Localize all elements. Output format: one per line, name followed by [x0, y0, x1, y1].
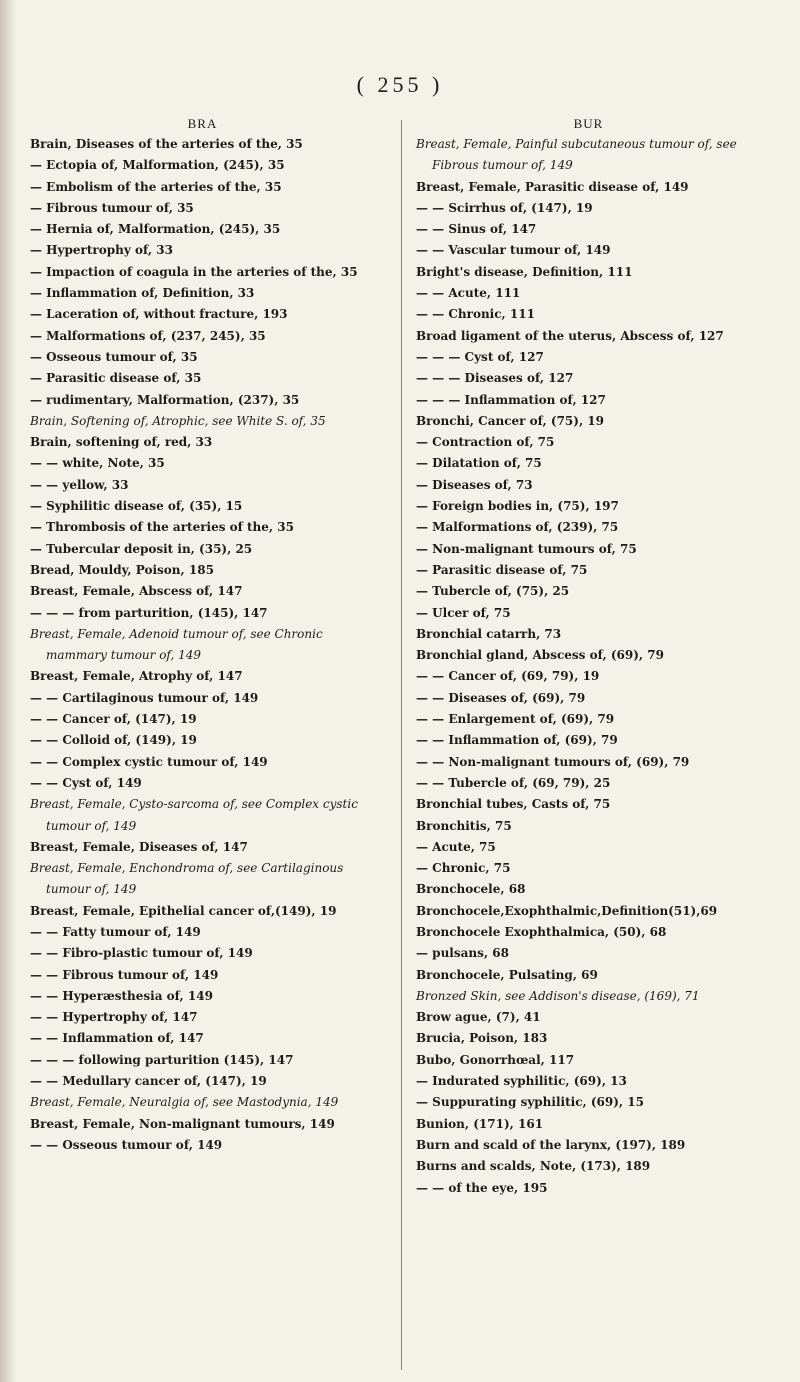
index-entry: — Chronic, 75	[416, 861, 511, 876]
index-entry: — — white, Note, 35	[30, 456, 165, 471]
index-entry: — Laceration of, without fracture, 193	[30, 307, 288, 322]
index-entry: Bread, Mouldy, Poison, 185	[30, 562, 214, 577]
index-entry: — — Cancer of, (69, 79), 19	[416, 669, 600, 684]
index-entry: — Malformations of, (237, 245), 35	[30, 328, 266, 343]
index-entry: — — Non-malignant tumours of, (69), 79	[416, 754, 690, 769]
index-entry: Bronchocele,Exophthalmic,Definition(51),69	[416, 903, 718, 918]
index-entry: — Osseous tumour of, 35	[30, 349, 198, 364]
index-entry: — — Osseous tumour of, 149	[30, 1137, 223, 1152]
index-entry: Bronchial tubes, Casts of, 75	[416, 797, 611, 812]
index-entry: — Non-malignant tumours of, 75	[416, 541, 637, 556]
index-entry: Breast, Female, Diseases of, 147	[30, 839, 248, 854]
index-entry: Breast, Female, Cysto-sarcoma of, see Complex cystic tumour of, 149	[30, 797, 358, 833]
index-entry: Bright's disease, Definition, 111	[416, 264, 633, 279]
index-entry: Bronzed Skin, see Addison's disease, (169), 71	[416, 988, 700, 1003]
index-entry: — — — Cyst of, 127	[416, 349, 544, 364]
index-entry: — Acute, 75	[416, 839, 496, 854]
index-entry: Bronchi, Cancer of, (75), 19	[416, 413, 604, 428]
index-entry: — — Cartilaginous tumour of, 149	[30, 690, 259, 705]
right-column	[416, 116, 761, 1199]
index-entry: — pulsans, 68	[416, 946, 509, 961]
index-entry: Broad ligament of the uterus, Abscess of, 127	[416, 328, 724, 343]
index-entry: — — Inflammation of, (69), 79	[416, 733, 618, 748]
index-entry: Breast, Female, Abscess of, 147	[30, 584, 243, 599]
index-entry: Bronchocele Exophthalmica, (50), 68	[416, 924, 667, 939]
index-entry: Brow ague, (7), 41	[416, 1010, 541, 1025]
index-entry: — Ectopia of, Malformation, (245), 35	[30, 158, 285, 173]
index-entry: — — — from parturition, (145), 147	[30, 605, 268, 620]
index-entry: Breast, Female, Adenoid tumour of, see Chronic mammary tumour of, 149	[30, 626, 323, 663]
index-entry: — — Medullary cancer of, (147), 19	[30, 1074, 267, 1089]
index-entry: — Indurated syphilitic, (69), 13	[416, 1074, 627, 1089]
index-entry: Breast, Female, Parasitic disease of, 149	[416, 179, 689, 194]
index-entry: — — Enlargement of, (69), 79	[416, 712, 615, 727]
index-entry: Bronchial catarrh, 73	[416, 626, 562, 641]
index-entry: — — Vascular tumour of, 149	[416, 243, 611, 258]
index-entry: — — Inflammation of, 147	[30, 1031, 204, 1046]
index-entry: — — of the eye, 195	[416, 1180, 548, 1195]
index-entry: — — Scirrhus of, (147), 19	[416, 200, 593, 215]
index-entry: — Hernia of, Malformation, (245), 35	[30, 222, 281, 237]
index-entry: Breast, Female, Neuralgia of, see Mastodynia, 149	[30, 1095, 339, 1110]
index-entry: — Foreign bodies in, (75), 197	[416, 499, 619, 514]
index-entry: Breast, Female, Painful subcutaneous tumour of, see Fibrous tumour of, 149	[416, 137, 737, 173]
index-entry: — Embolism of the arteries of the, 35	[30, 179, 282, 194]
index-entry: — — Cyst of, 149	[30, 775, 142, 790]
index-entry: Brain, Softening of, Atrophic, see White S. of, 35	[30, 413, 326, 428]
index-entry: Bunion, (171), 161	[416, 1116, 544, 1131]
right-column-header: BUR	[573, 116, 604, 131]
right-index-list	[416, 134, 761, 1199]
index-entry: — Impaction of coagula in the arteries of the, 35	[30, 264, 358, 279]
index-entry: — — — following parturition (145), 147	[30, 1052, 294, 1067]
index-entry: — — Chronic, 111	[416, 307, 535, 322]
index-entry: — — yellow, 33	[30, 477, 129, 492]
index-entry: — — Colloid of, (149), 19	[30, 733, 197, 748]
column-divider	[401, 120, 402, 1370]
index-entry: — — Hyperæsthesia of, 149	[30, 988, 213, 1003]
index-entry: — Hypertrophy of, 33	[30, 243, 173, 258]
index-entry: Brucia, Poison, 183	[416, 1031, 548, 1046]
index-entry: — Malformations of, (239), 75	[416, 520, 619, 535]
index-entry: — Dilatation of, 75	[416, 456, 542, 471]
index-entry: — Diseases of, 73	[416, 477, 533, 492]
index-entry: — — Tubercle of, (69, 79), 25	[416, 775, 611, 790]
index-entry: — Tubercular deposit in, (35), 25	[30, 541, 253, 556]
index-entry: — Fibrous tumour of, 35	[30, 200, 194, 215]
index-entry: — — — Diseases of, 127	[416, 371, 574, 386]
index-entry: Bronchocele, Pulsating, 69	[416, 967, 598, 982]
index-entry: — — Complex cystic tumour of, 149	[30, 754, 268, 769]
index-entry: — — — Inflammation of, 127	[416, 392, 606, 407]
index-entry: — Parasitic disease of, 35	[30, 371, 202, 386]
index-entry: — Thrombosis of the arteries of the, 35	[30, 520, 294, 535]
index-entry: Brain, softening of, red, 33	[30, 435, 213, 450]
index-entry: — — Hypertrophy of, 147	[30, 1010, 198, 1025]
index-entry: — Parasitic disease of, 75	[416, 562, 588, 577]
index-entry: — Inflammation of, Definition, 33	[30, 286, 255, 301]
index-entry: Breast, Female, Enchondroma of, see Cartilaginous tumour of, 149	[30, 861, 344, 897]
page-edge-shadow	[0, 0, 16, 1382]
index-entry: Bubo, Gonorrhœal, 117	[416, 1052, 575, 1067]
index-entry: Brain, Diseases of the arteries of the, 35	[30, 137, 303, 151]
left-column	[30, 116, 375, 1156]
index-entry: — Ulcer of, 75	[416, 605, 511, 620]
index-entry: — — Diseases of, (69), 79	[416, 690, 586, 705]
index-entry: Breast, Female, Atrophy of, 147	[30, 669, 243, 684]
index-entry: — — Sinus of, 147	[416, 222, 537, 237]
index-entry: — — Fibro-plastic tumour of, 149	[30, 946, 253, 961]
index-entry: — — Fatty tumour of, 149	[30, 924, 201, 939]
index-entry: — Tubercle of, (75), 25	[416, 584, 570, 599]
index-entry: — — Fibrous tumour of, 149	[30, 967, 219, 982]
index-entry: Burn and scald of the larynx, (197), 189	[416, 1137, 686, 1152]
page-number: ( 255 )	[356, 72, 444, 97]
index-entry: — — Cancer of, (147), 19	[30, 712, 197, 727]
index-entry: Breast, Female, Epithelial cancer of,(149), 19	[30, 903, 337, 918]
index-entry: Bronchitis, 75	[416, 818, 512, 833]
index-entry: — rudimentary, Malformation, (237), 35	[30, 392, 300, 407]
index-entry: — Syphilitic disease of, (35), 15	[30, 499, 243, 514]
index-entry: Bronchocele, 68	[416, 882, 526, 897]
left-index-list	[30, 134, 375, 1156]
index-entry: Bronchial gland, Abscess of, (69), 79	[416, 648, 664, 663]
index-entry: Burns and scalds, Note, (173), 189	[416, 1159, 651, 1174]
index-entry: Breast, Female, Non-malignant tumours, 149	[30, 1116, 335, 1131]
index-entry: — Contraction of, 75	[416, 435, 555, 450]
left-column-header: BRA	[187, 116, 218, 131]
index-entry: — — Acute, 111	[416, 286, 521, 301]
index-entry: — Suppurating syphilitic, (69), 15	[416, 1095, 644, 1110]
